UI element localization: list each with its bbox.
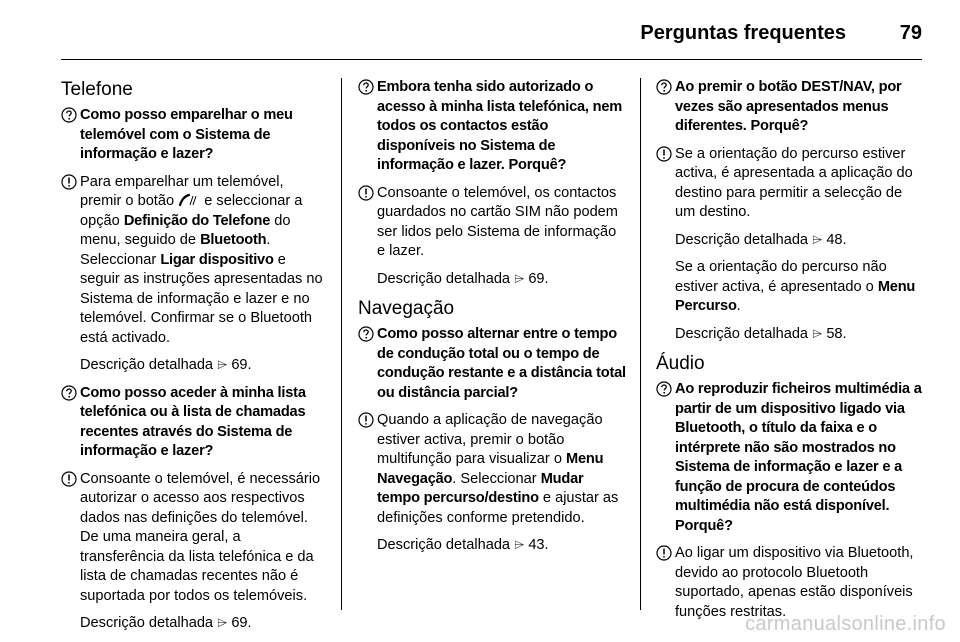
column-1 (61, 78, 327, 642)
faq-question (358, 78, 626, 176)
question-text: Embora tenha sido autorizado o acesso à minha lista telefónica, nem todos os contactos estão disponíveis no Sistema de informação e lazer. Porquê? (377, 79, 623, 173)
faq-answer (656, 544, 926, 622)
answer-text: Para emparelhar um telemóvel, premir o botão (80, 173, 284, 209)
cross-reference: Descrição detalhada ⌲ 43. (377, 537, 549, 553)
section-title-navegacao: Navegação (358, 298, 455, 319)
faq-answer (358, 184, 626, 262)
faq-answer: Quando a aplicação de navegação estiver activa, premir o botão multifunção para visualizar o Menu Navegação. Seleccionar Mudar tempo percurso/destino e ajustar as definições conforme pretendido. (358, 411, 626, 528)
cross-reference: Descrição detalhada ⌲ 69. (80, 357, 252, 373)
question-icon (656, 381, 672, 397)
question-icon (358, 326, 374, 342)
faq-question (61, 384, 327, 462)
exclamation-icon (61, 471, 77, 487)
question-text: Ao reproduzir ficheiros multimédia a partir de um dispositivo ligado via Bluetooth, o título da faixa e o intérprete não são mostrados no Sistema de informação e lazer e a função de procura de conteúdos multimédia não está disponível. Porquê? (675, 381, 922, 534)
menu-option: Definição do Telefone (123, 212, 271, 229)
question-text: Como posso emparelhar o meu telemóvel com o Sistema de informação e lazer? (80, 107, 293, 162)
column-2 (358, 78, 626, 564)
question-text: Como posso alternar entre o tempo de condução total ou o tempo de condução restante e a distância total ou distância parcial? (377, 326, 626, 401)
faq-question (358, 325, 626, 403)
exclamation-icon (358, 412, 374, 428)
answer-text: Consoante o telemóvel, os contactos guardados no cartão SIM não podem ser lidos pelo Sistema de informação e lazer. (377, 184, 618, 259)
exclamation-icon (656, 545, 672, 561)
column-divider (640, 78, 641, 610)
menu-option: Mudar tempo percurso/destino (377, 470, 584, 506)
header-divider (61, 59, 922, 60)
cross-reference: Descrição detalhada ⌲ 69. (377, 270, 549, 287)
cross-reference: Descrição detalhada ⌲ 69. (80, 615, 252, 631)
exclamation-icon (656, 146, 672, 162)
column-3 (656, 78, 926, 630)
question-text: Como posso aceder à minha lista telefónica ou à lista de chamadas recentes através do Sistema de informação e lazer? (80, 384, 306, 459)
page-ref-arrow-icon: ⌲ (514, 538, 525, 553)
faq-answer: Para emparelhar um telemóvel, premir o botão e seleccionar a opção Definição do Telefone do menu, seguido de Bluetooth. Seleccionar Ligar dispositivo e seguir as instruções apresentadas no Sistema de informação e lazer e no telemóvel. Confirmar se o Bluetooth está activado. (61, 173, 327, 349)
cross-reference: Descrição detalhada ⌲ 58. (675, 325, 847, 342)
answer-text: Consoante o telemóvel, é necessário autorizar o acesso aos respectivos dados nas definições do telemóvel. De uma maneira geral, a transferência da lista telefónica e da lista de chamadas recentes não é suportada por todos os telemóveis. (80, 470, 321, 604)
page-ref-arrow-icon: ⌲ (217, 358, 228, 373)
page-ref-arrow-icon: ⌲ (217, 616, 228, 631)
faq-answer (656, 145, 926, 223)
answer-text: Se a orientação do percurso estiver activa, é apresentada a aplicação do destino para permitir a selecção de um destino. (675, 145, 913, 220)
cross-reference: Descrição detalhada ⌲ 48. (675, 231, 847, 248)
page-ref-arrow-icon: ⌲ (812, 326, 823, 342)
menu-option: Ligar dispositivo (160, 251, 274, 268)
question-icon (358, 79, 374, 95)
menu-option: Menu Percurso (675, 278, 916, 314)
menu-option: Menu Navegação (377, 451, 604, 487)
column-divider (341, 78, 342, 610)
question-icon (61, 107, 77, 123)
answer-continuation: Se a orientação do percurso não estiver activa, é apresentado o Menu Percurso. (675, 259, 916, 314)
section-title-audio: Áudio (656, 353, 705, 374)
watermark: carmanualsonline.info (745, 613, 946, 635)
page-number: 79 (899, 22, 922, 44)
question-icon (656, 79, 672, 95)
page-ref-arrow-icon: ⌲ (514, 271, 525, 287)
page-ref-arrow-icon: ⌲ (812, 232, 823, 248)
section-title-telefone: Telefone (61, 79, 133, 100)
answer-text: Quando a aplicação de navegação estiver activa, premir o botão multifunção para visualizar o (377, 412, 603, 467)
faq-question (656, 78, 926, 137)
question-text: Ao premir o botão DEST/NAV, por vezes são apresentados menus diferentes. Porquê? (675, 79, 902, 134)
answer-text: Ao ligar um dispositivo via Bluetooth, devido ao protocolo Bluetooth suportado, apenas estão disponíveis funções restritas. (675, 545, 914, 620)
menu-option: Bluetooth (200, 232, 267, 248)
exclamation-icon (358, 185, 374, 201)
faq-question (61, 106, 327, 165)
question-icon (61, 385, 77, 401)
phone-button-icon (178, 193, 200, 207)
faq-question (656, 380, 926, 536)
faq-answer (61, 470, 327, 607)
page-title: Perguntas frequentes (640, 22, 846, 44)
exclamation-icon (61, 174, 77, 190)
